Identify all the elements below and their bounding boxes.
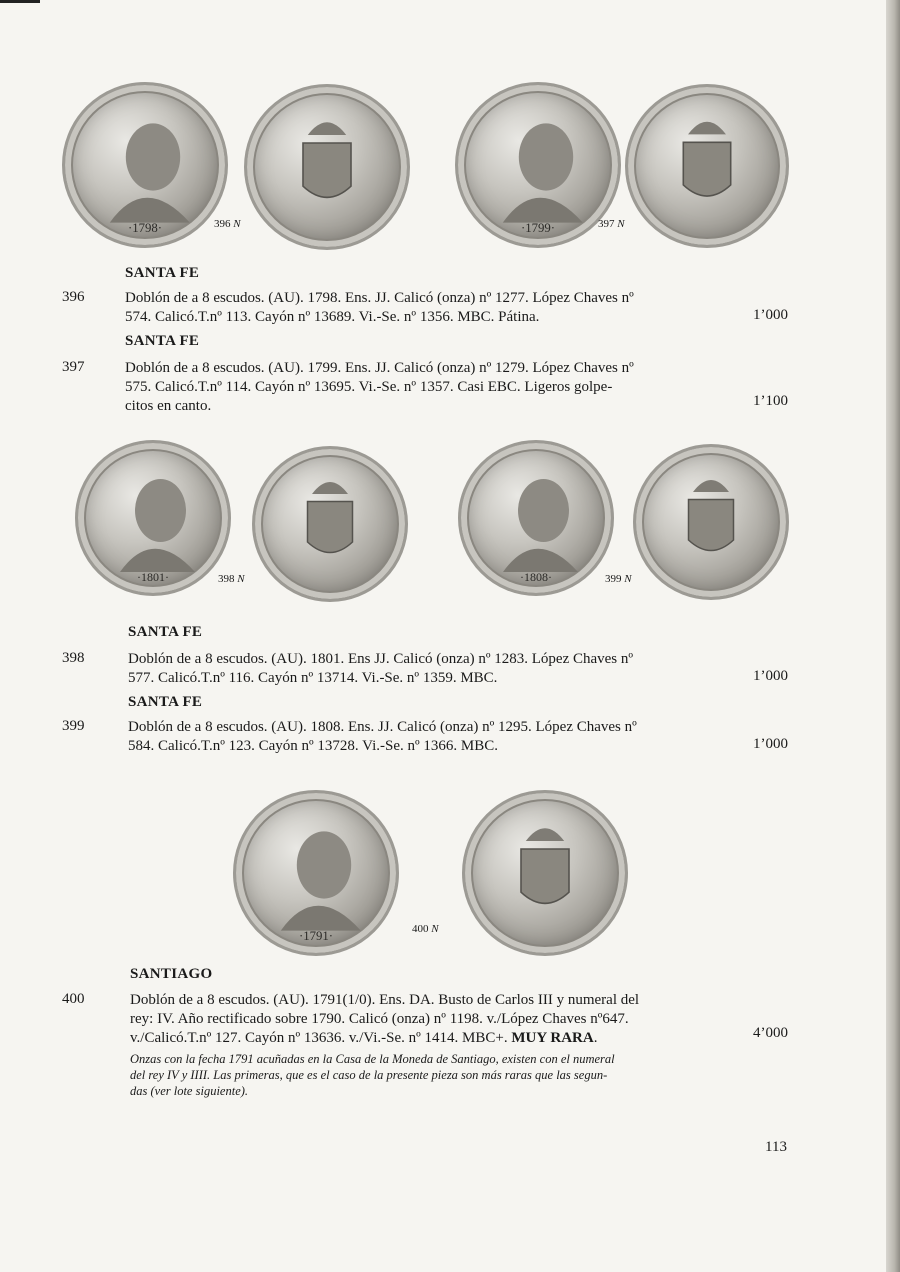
lot-note-400: Onzas con la fecha 1791 acuñadas en la Casa de la Moneda de Santiago, existen con el numeral del rey IV y IIII. Las primeras, que es el caso de la presente pieza son más raras que las segun- das (ver lote siguiente). — [130, 1052, 615, 1098]
lot-number-400: 400 — [62, 991, 85, 1007]
lot-price-399: 1’000 — [753, 736, 788, 752]
coin-399-obverse — [458, 440, 614, 596]
coin-397-obverse — [455, 82, 621, 248]
lot-description-400: Doblón de a 8 escudos. (AU). 1791(1/0). Ens. DA. Busto de Carlos III y numeral del rey: IV. Año rectificado sobre 1790. Calicó (onza) nº 1198. v./López Chaves nº647. v./Calicó.T.nº 127. Cayón nº 13636. v./Vi.-Se. nº 1414. MBC+. MUY RARA. — [130, 992, 640, 1046]
lot-number-396: 396 — [62, 289, 85, 305]
coin-396-date: ·1798· — [127, 221, 163, 236]
coin-399-reverse — [633, 444, 789, 600]
mint-heading-398: SANTA FE — [128, 624, 203, 640]
photo-label-397: 397 N — [598, 218, 625, 230]
mint-heading-399: SANTA FE — [128, 694, 203, 710]
mint-heading-400: SANTIAGO — [130, 966, 213, 982]
coin-400-obverse — [233, 790, 399, 956]
mint-heading-396: SANTA FE — [125, 265, 200, 281]
lot-price-400: 4’000 — [753, 1025, 788, 1041]
lot-description-399: Doblón de a 8 escudos. (AU). 1808. Ens. JJ. Calicó (onza) nº 1295. López Chaves nº 584. Calicó.T.nº 123. Cayón nº 13728. Vi.-Se. nº 1366. MBC. — [128, 719, 637, 754]
coin-398-date: ·1801· — [137, 570, 169, 584]
photo-label-399: 399 N — [605, 573, 632, 585]
photo-label-398: 398 N — [218, 573, 245, 585]
coin-397-date: ·1799· — [520, 221, 556, 236]
lot-description-397: Doblón de a 8 escudos. (AU). 1799. Ens. JJ. Calicó (onza) nº 1279. López Chaves nº 575. Calicó.T.nº 114. Cayón nº 13695. Vi.-Se. nº 1357. Casi EBC. Ligeros golpe- citos en canto. — [125, 360, 634, 414]
coin-396-reverse — [244, 84, 410, 250]
coin-396-obverse — [62, 82, 228, 248]
lot-number-397: 397 — [62, 359, 85, 375]
page-binding-edge — [886, 0, 900, 1272]
coin-400-date: ·1791· — [298, 929, 334, 944]
page-edge-mark — [0, 0, 40, 3]
lot-price-397: 1’100 — [753, 393, 788, 409]
page-number: 113 — [765, 1139, 787, 1155]
mint-heading-397: SANTA FE — [125, 333, 200, 349]
coin-399-date: ·1808· — [520, 570, 552, 584]
rarity-emphasis: MUY RARA — [511, 1030, 594, 1046]
coin-397-reverse — [625, 84, 789, 248]
lot-number-398: 398 — [62, 650, 85, 666]
lot-description-398: Doblón de a 8 escudos. (AU). 1801. Ens JJ. Calicó (onza) nº 1283. López Chaves nº 577. Calicó.T.nº 116. Cayón nº 13714. Vi.-Se. nº 1359. MBC. — [128, 651, 634, 686]
coin-398-obverse — [75, 440, 231, 596]
coin-398-reverse — [252, 446, 408, 602]
photo-label-396: 396 N — [214, 218, 241, 230]
lot-price-398: 1’000 — [753, 668, 788, 684]
lot-number-399: 399 — [62, 718, 85, 734]
lot-description-396: Doblón de a 8 escudos. (AU). 1798. Ens. JJ. Calicó (onza) nº 1277. López Chaves nº 574. Calicó.T.nº 113. Cayón nº 13689. Vi.-Se. nº 1356. MBC. Pátina. — [125, 290, 634, 325]
lot-price-396: 1’000 — [753, 307, 788, 323]
coin-400-reverse — [462, 790, 628, 956]
photo-label-400: 400 N — [412, 923, 439, 935]
